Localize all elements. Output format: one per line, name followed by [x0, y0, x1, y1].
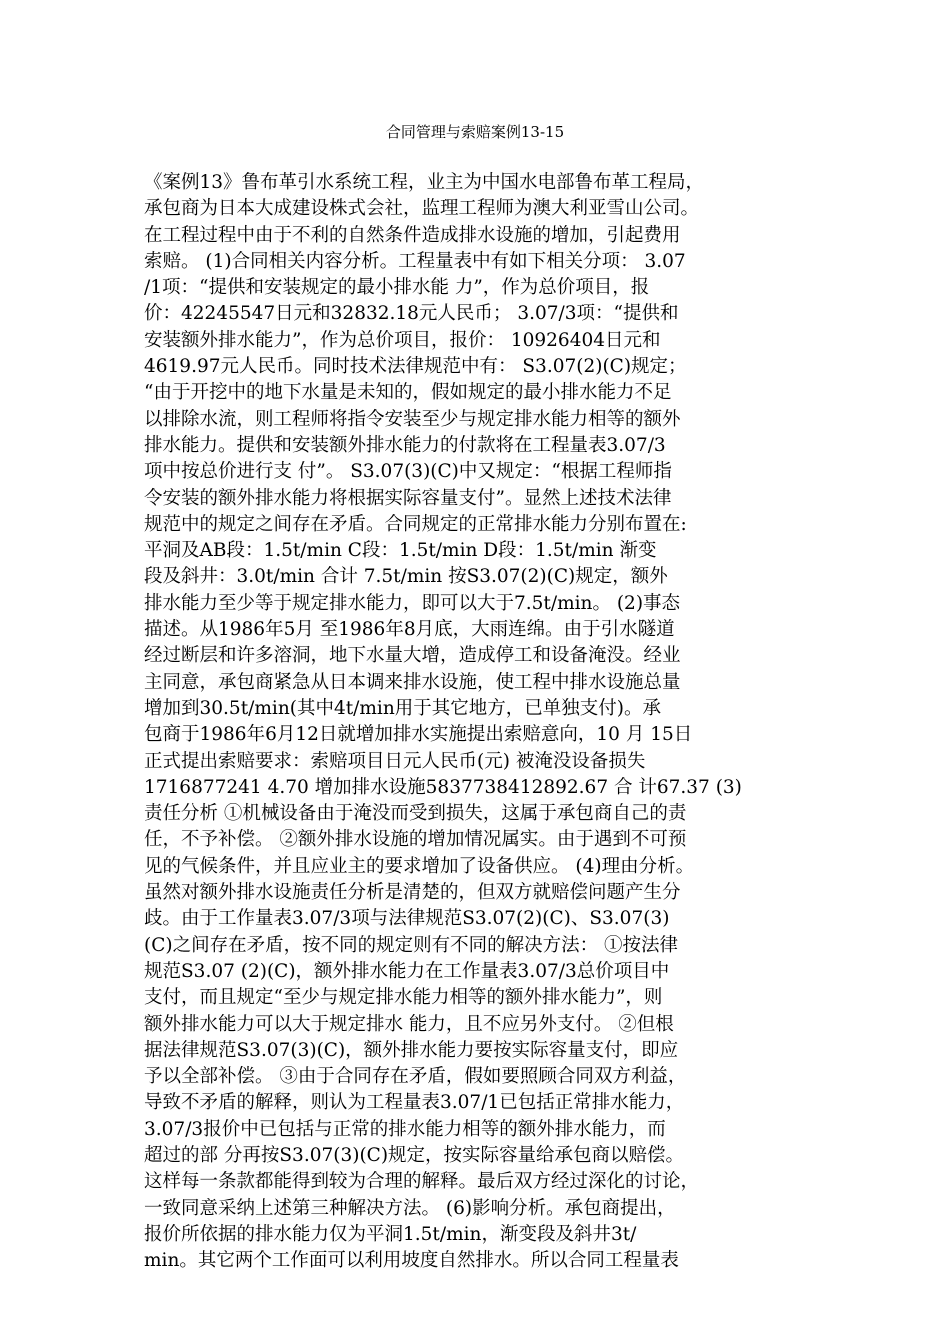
body-text-line: 经过断层和许多溶洞，地下水量大增，造成停工和设备淹没。经业 — [144, 645, 681, 667]
document-title: 合同管理与索赔案例13-15 — [385, 123, 565, 141]
body-text-line: 导致不矛盾的解释，则认为工程量表3.07/1已包括正常排水能力， — [144, 1092, 685, 1114]
body-text-line: 正式提出索赔要求：索赔项目日元人民币(元) 被淹没设备损失 — [144, 750, 646, 772]
body-text-line: 任，不予补偿。 ②额外排水设施的增加情况属实。由于遇到不可预 — [144, 829, 687, 851]
body-text-line: 规范中的规定之间存在矛盾。合同规定的正常排水能力分别布置在: — [144, 513, 687, 535]
body-text-line: 报价所依据的排水能力仅为平洞1.5t/min，渐变段及斜井3t/ — [144, 1223, 637, 1245]
body-text-line: “由于开挖中的地下水量是未知的，假如规定的最小排水能力不足 — [144, 382, 672, 404]
body-text-line: 排水能力至少等于规定排水能力，即可以大于7.5t/min。 (2)事态 — [144, 592, 681, 614]
body-text-line: 以排除水流，则工程师将指令安装至少与规定排水能力相等的额外 — [144, 408, 681, 430]
body-text-line: 承包商为日本大成建设株式会社，监理工程师为澳大利亚雪山公司。 — [144, 198, 700, 220]
body-text-line: (C)之间存在矛盾，按不同的规定则有不同的解决方法： ①按法律 — [144, 934, 678, 956]
document-body — [144, 170, 814, 1274]
body-text-line: 1716877241 4.70 增加排水设施5837738412892.67 合 计67.37 (3) — [144, 776, 742, 798]
body-text-line: 4619.97元人民币。同时技术法律规范中有： S3.07(2)(C)规定； — [144, 356, 687, 378]
body-text-line: 据法律规范S3.07(3)(C)，额外排水能力要按实际容量支付，即应 — [144, 1039, 679, 1061]
body-text-line: 令安装的额外排水能力将根据实际容量支付”。显然上述技术法律 — [144, 487, 672, 509]
body-text-line: 见的气候条件，并且应业主的要求增加了设备供应。 (4)理由分析。 — [144, 855, 695, 877]
body-text-line: 支付，而且规定“至少与规定排水能力相等的额外排水能力”，则 — [144, 987, 663, 1009]
body-text-line: 一致同意采纳上述第三种解决方法。 (6)影响分析。承包商提出， — [144, 1197, 676, 1219]
body-text-line: min。其它两个工作面可以利用坡度自然排水。所以合同工程量表 — [144, 1250, 679, 1272]
body-text-line: 增加到30.5t/min(其中4t/min用于其它地方，已单独支付)。承 — [144, 697, 661, 719]
body-text-line: 段及斜井：3.0t/min 合计 7.5t/min 按S3.07(2)(C)规定，额外 — [144, 566, 668, 588]
body-text-line: 3.07/3报价中已包括与正常的排水能力相等的额外排水能力，而 — [144, 1118, 666, 1140]
body-text-line: 《案例13》鲁布革引水系统工程，业主为中国水电部鲁布革工程局， — [144, 172, 705, 193]
body-text-line: 主同意，承包商紧急从日本调来排水设施，使工程中排水设施总量 — [144, 671, 681, 693]
body-text-line: /1项：“提供和安装规定的最小排水能 力”，作为总价项目，报 — [144, 277, 650, 299]
body-text-line: 责任分析 ①机械设备由于淹没而受到损失，这属于承包商自己的责 — [144, 803, 687, 825]
body-text-line: 额外排水能力可以大于规定排水 能力，且不应另外支付。 ②但根 — [144, 1013, 674, 1035]
body-text-line: 索赔。 (1)合同相关内容分析。工程量表中有如下相关分项： 3.07 — [144, 250, 686, 272]
body-text-line: 项中按总价进行支 付”。 S3.07(3)(C)中又规定：“根据工程师指 — [144, 461, 672, 483]
body-text-line: 包商于1986年6月12日就增加排水实施提出索赔意向，10 月 15日 — [144, 724, 693, 746]
body-text-line: 规范S3.07 (2)(C)，额外排水能力在工作量表3.07/3总价项目中 — [144, 960, 670, 982]
body-text-line: 平洞及AB段：1.5t/min C段：1.5t/min D段：1.5t/min 渐变 — [144, 540, 657, 562]
body-text-line: 排水能力。提供和安装额外排水能力的付款将在工程量表3.07/3 — [144, 434, 666, 456]
body-text-line: 价：42245547日元和32832.18元人民币； 3.07/3项：“提供和 — [144, 303, 679, 325]
body-text-line: 这样每一条款都能得到较为合理的解释。最后双方经过深化的讨论， — [144, 1171, 700, 1193]
body-text-line: 超过的部 分再按S3.07(3)(C)规定，按实际容量给承包商以赔偿。 — [144, 1144, 685, 1166]
body-text-line: 描述。从1986年5月 至1986年8月底，大雨连绵。由于引水隧道 — [144, 619, 675, 641]
body-text-line: 予以全部补偿。 ③由于合同存在矛盾，假如要照顾合同双方利益， — [144, 1066, 687, 1088]
body-text-line: 安装额外排水能力”，作为总价项目，报价： 10926404日元和 — [144, 329, 661, 351]
body-text-line: 虽然对额外排水设施责任分析是清楚的，但双方就赔偿问题产生分 — [144, 882, 681, 904]
body-text-line: 歧。由于工作量表3.07/3项与法律规范S3.07(2)(C)、S3.07(3) — [144, 908, 670, 930]
body-text-line: 在工程过程中由于不利的自然条件造成排水设施的增加，引起费用 — [144, 224, 681, 246]
